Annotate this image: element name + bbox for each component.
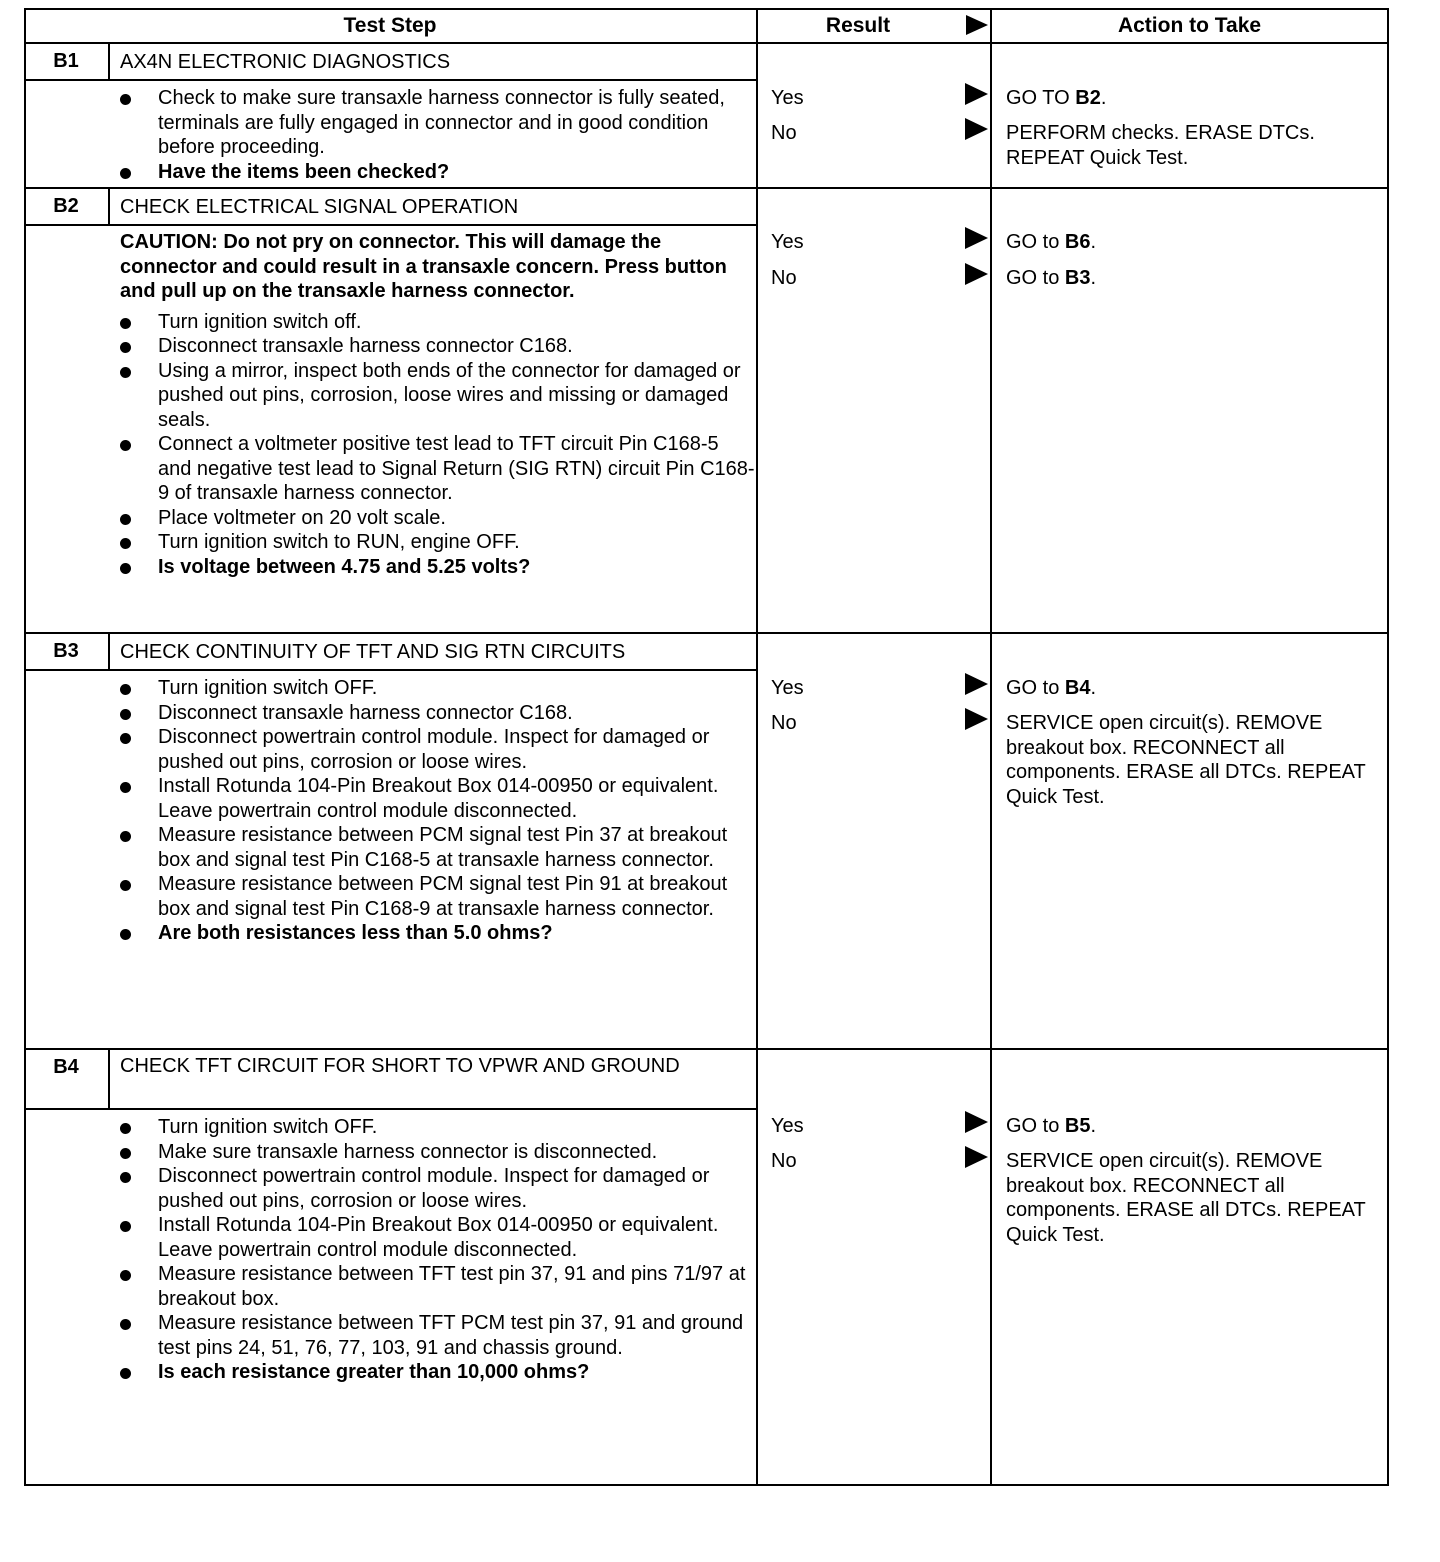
step-question: Are both resistances less than 5.0 ohms?: [120, 921, 756, 946]
step-id-divider: [108, 1048, 110, 1110]
list-item: Measure resistance between PCM signal test Pin 37 at breakout box and signal test Pin C168-5 at transaxle harness connector.: [120, 823, 756, 872]
column-divider-action: [990, 8, 992, 1486]
arrow-right-icon: [965, 227, 988, 249]
step-title-underline: [24, 79, 758, 81]
action-text: .: [1090, 1115, 1097, 1137]
step-id: B4: [53, 1056, 79, 1078]
step-title: CHECK TFT CIRCUIT FOR SHORT TO VPWR AND GROUND: [120, 1055, 680, 1077]
step-id: B2: [53, 195, 79, 217]
list-item: Turn ignition switch OFF.: [120, 676, 756, 701]
result-no: No: [771, 122, 797, 144]
step-reference: B3: [1064, 267, 1091, 289]
arrow-right-icon: [965, 673, 988, 695]
step-checklist: [120, 86, 756, 184]
result-yes: Yes: [771, 677, 804, 699]
action-no: SERVICE open circuit(s). REMOVE breakout box. RECONNECT all components. ERASE all DTCs. REPEAT Quick Test.: [1006, 712, 1366, 808]
step-body: [120, 230, 756, 579]
step-reference: B6: [1064, 231, 1091, 253]
header-test-step: Test Step: [343, 14, 437, 37]
header-arrow-icon: [966, 15, 988, 35]
list-item: Disconnect transaxle harness connector C168.: [120, 334, 756, 359]
step-title: CHECK CONTINUITY OF TFT AND SIG RTN CIRCUITS: [120, 641, 626, 663]
step-title-underline: [24, 224, 758, 226]
row-divider-b4: [24, 1048, 1389, 1050]
table-border-right: [1387, 8, 1389, 1486]
step-checklist: [120, 1115, 756, 1385]
step-id: B1: [53, 50, 79, 72]
action-yes: [1006, 1114, 1384, 1139]
list-item: Disconnect transaxle harness connector C168.: [120, 701, 756, 726]
list-item: Place voltmeter on 20 volt scale.: [120, 506, 756, 531]
step-id-divider: [108, 42, 110, 81]
header-result: Result: [825, 14, 891, 37]
diagnostic-table: [24, 8, 1389, 1486]
arrow-right-icon: [965, 83, 988, 105]
list-item: Disconnect powertrain control module. Inspect for damaged or pushed out pins, corrosion or loose wires.: [120, 1164, 756, 1213]
action-no: [1006, 266, 1384, 291]
list-item: Measure resistance between TFT PCM test pin 37, 91 and ground test pins 24, 51, 76, 77, 103, 91 and chassis ground.: [120, 1311, 756, 1360]
action-text: .: [1100, 87, 1107, 109]
action-no: PERFORM checks. ERASE DTCs. REPEAT Quick Test.: [1006, 122, 1315, 169]
step-title-underline: [24, 1108, 758, 1110]
list-item: Connect a voltmeter positive test lead to TFT circuit Pin C168-5 and negative test lead to Signal Return (SIG RTN) circuit Pin C168-9 of transaxle harness connector.: [120, 432, 756, 506]
result-no: No: [771, 712, 797, 734]
step-title: AX4N ELECTRONIC DIAGNOSTICS: [120, 51, 451, 73]
step-question: Is each resistance greater than 10,000 ohms?: [120, 1360, 756, 1385]
action-text: GO to: [1006, 1115, 1065, 1137]
row-divider-b2: [24, 187, 1389, 189]
result-yes: Yes: [771, 87, 804, 109]
step-body: [120, 1115, 756, 1385]
step-reference: B4: [1064, 677, 1091, 699]
header-action: Action to Take: [1117, 14, 1262, 37]
list-item: Turn ignition switch to RUN, engine OFF.: [120, 530, 756, 555]
action-yes: [1006, 230, 1384, 255]
step-checklist: [120, 310, 756, 580]
action-yes: [1006, 676, 1384, 701]
step-reference: B5: [1064, 1115, 1091, 1137]
table-border-left: [24, 8, 26, 1486]
caution-note: CAUTION: Do not pry on connector. This will damage the connector and could result in a transaxle concern. Press button and pull up on the transaxle harness connector.: [120, 231, 727, 302]
step-question: Have the items been checked?: [120, 160, 756, 185]
list-item: Install Rotunda 104-Pin Breakout Box 014-00950 or equivalent. Leave powertrain control module disconnected.: [120, 774, 756, 823]
step-id-divider: [108, 187, 110, 226]
list-item: Measure resistance between PCM signal test Pin 91 at breakout box and signal test Pin C168-9 at transaxle harness connector.: [120, 872, 756, 921]
list-item: Turn ignition switch OFF.: [120, 1115, 756, 1140]
table-border-bottom: [24, 1484, 1389, 1486]
step-body: [120, 86, 756, 184]
result-yes: Yes: [771, 231, 804, 253]
step-id-divider: [108, 632, 110, 671]
result-no: No: [771, 1150, 797, 1172]
step-checklist: [120, 676, 756, 946]
arrow-right-icon: [965, 118, 988, 140]
column-divider-result: [756, 8, 758, 1486]
arrow-right-icon: [965, 1111, 988, 1133]
step-id: B3: [53, 640, 79, 662]
action-text: GO TO: [1006, 87, 1076, 109]
row-divider-b3: [24, 632, 1389, 634]
action-text: .: [1090, 677, 1097, 699]
step-title-underline: [24, 669, 758, 671]
action-text: GO to: [1006, 267, 1065, 289]
step-body: [120, 676, 756, 946]
result-no: No: [771, 267, 797, 289]
list-item: Measure resistance between TFT test pin 37, 91 and pins 71/97 at breakout box.: [120, 1262, 756, 1311]
list-item: Disconnect powertrain control module. Inspect for damaged or pushed out pins, corrosion or loose wires.: [120, 725, 756, 774]
list-item: Turn ignition switch off.: [120, 310, 756, 335]
step-reference: B2: [1075, 87, 1101, 109]
action-text: .: [1090, 231, 1097, 253]
step-question: Is voltage between 4.75 and 5.25 volts?: [120, 555, 756, 580]
list-item: Check to make sure transaxle harness connector is fully seated, terminals are fully engaged in connector and in good condition before proceeding.: [120, 86, 756, 160]
arrow-right-icon: [965, 708, 988, 730]
arrow-right-icon: [965, 1146, 988, 1168]
action-text: .: [1090, 267, 1097, 289]
list-item: Install Rotunda 104-Pin Breakout Box 014-00950 or equivalent. Leave powertrain control module disconnected.: [120, 1213, 756, 1262]
list-item: Make sure transaxle harness connector is disconnected.: [120, 1140, 756, 1165]
result-yes: Yes: [771, 1115, 804, 1137]
arrow-right-icon: [965, 263, 988, 285]
action-text: GO to: [1006, 231, 1065, 253]
action-text: GO to: [1006, 677, 1065, 699]
action-no: SERVICE open circuit(s). REMOVE breakout box. RECONNECT all components. ERASE all DTCs. REPEAT Quick Test.: [1006, 1150, 1366, 1246]
list-item: Using a mirror, inspect both ends of the connector for damaged or pushed out pins, corrosion, loose wires and missing or damaged seals.: [120, 359, 756, 433]
step-title: CHECK ELECTRICAL SIGNAL OPERATION: [120, 196, 519, 218]
action-yes: [1006, 86, 1384, 111]
